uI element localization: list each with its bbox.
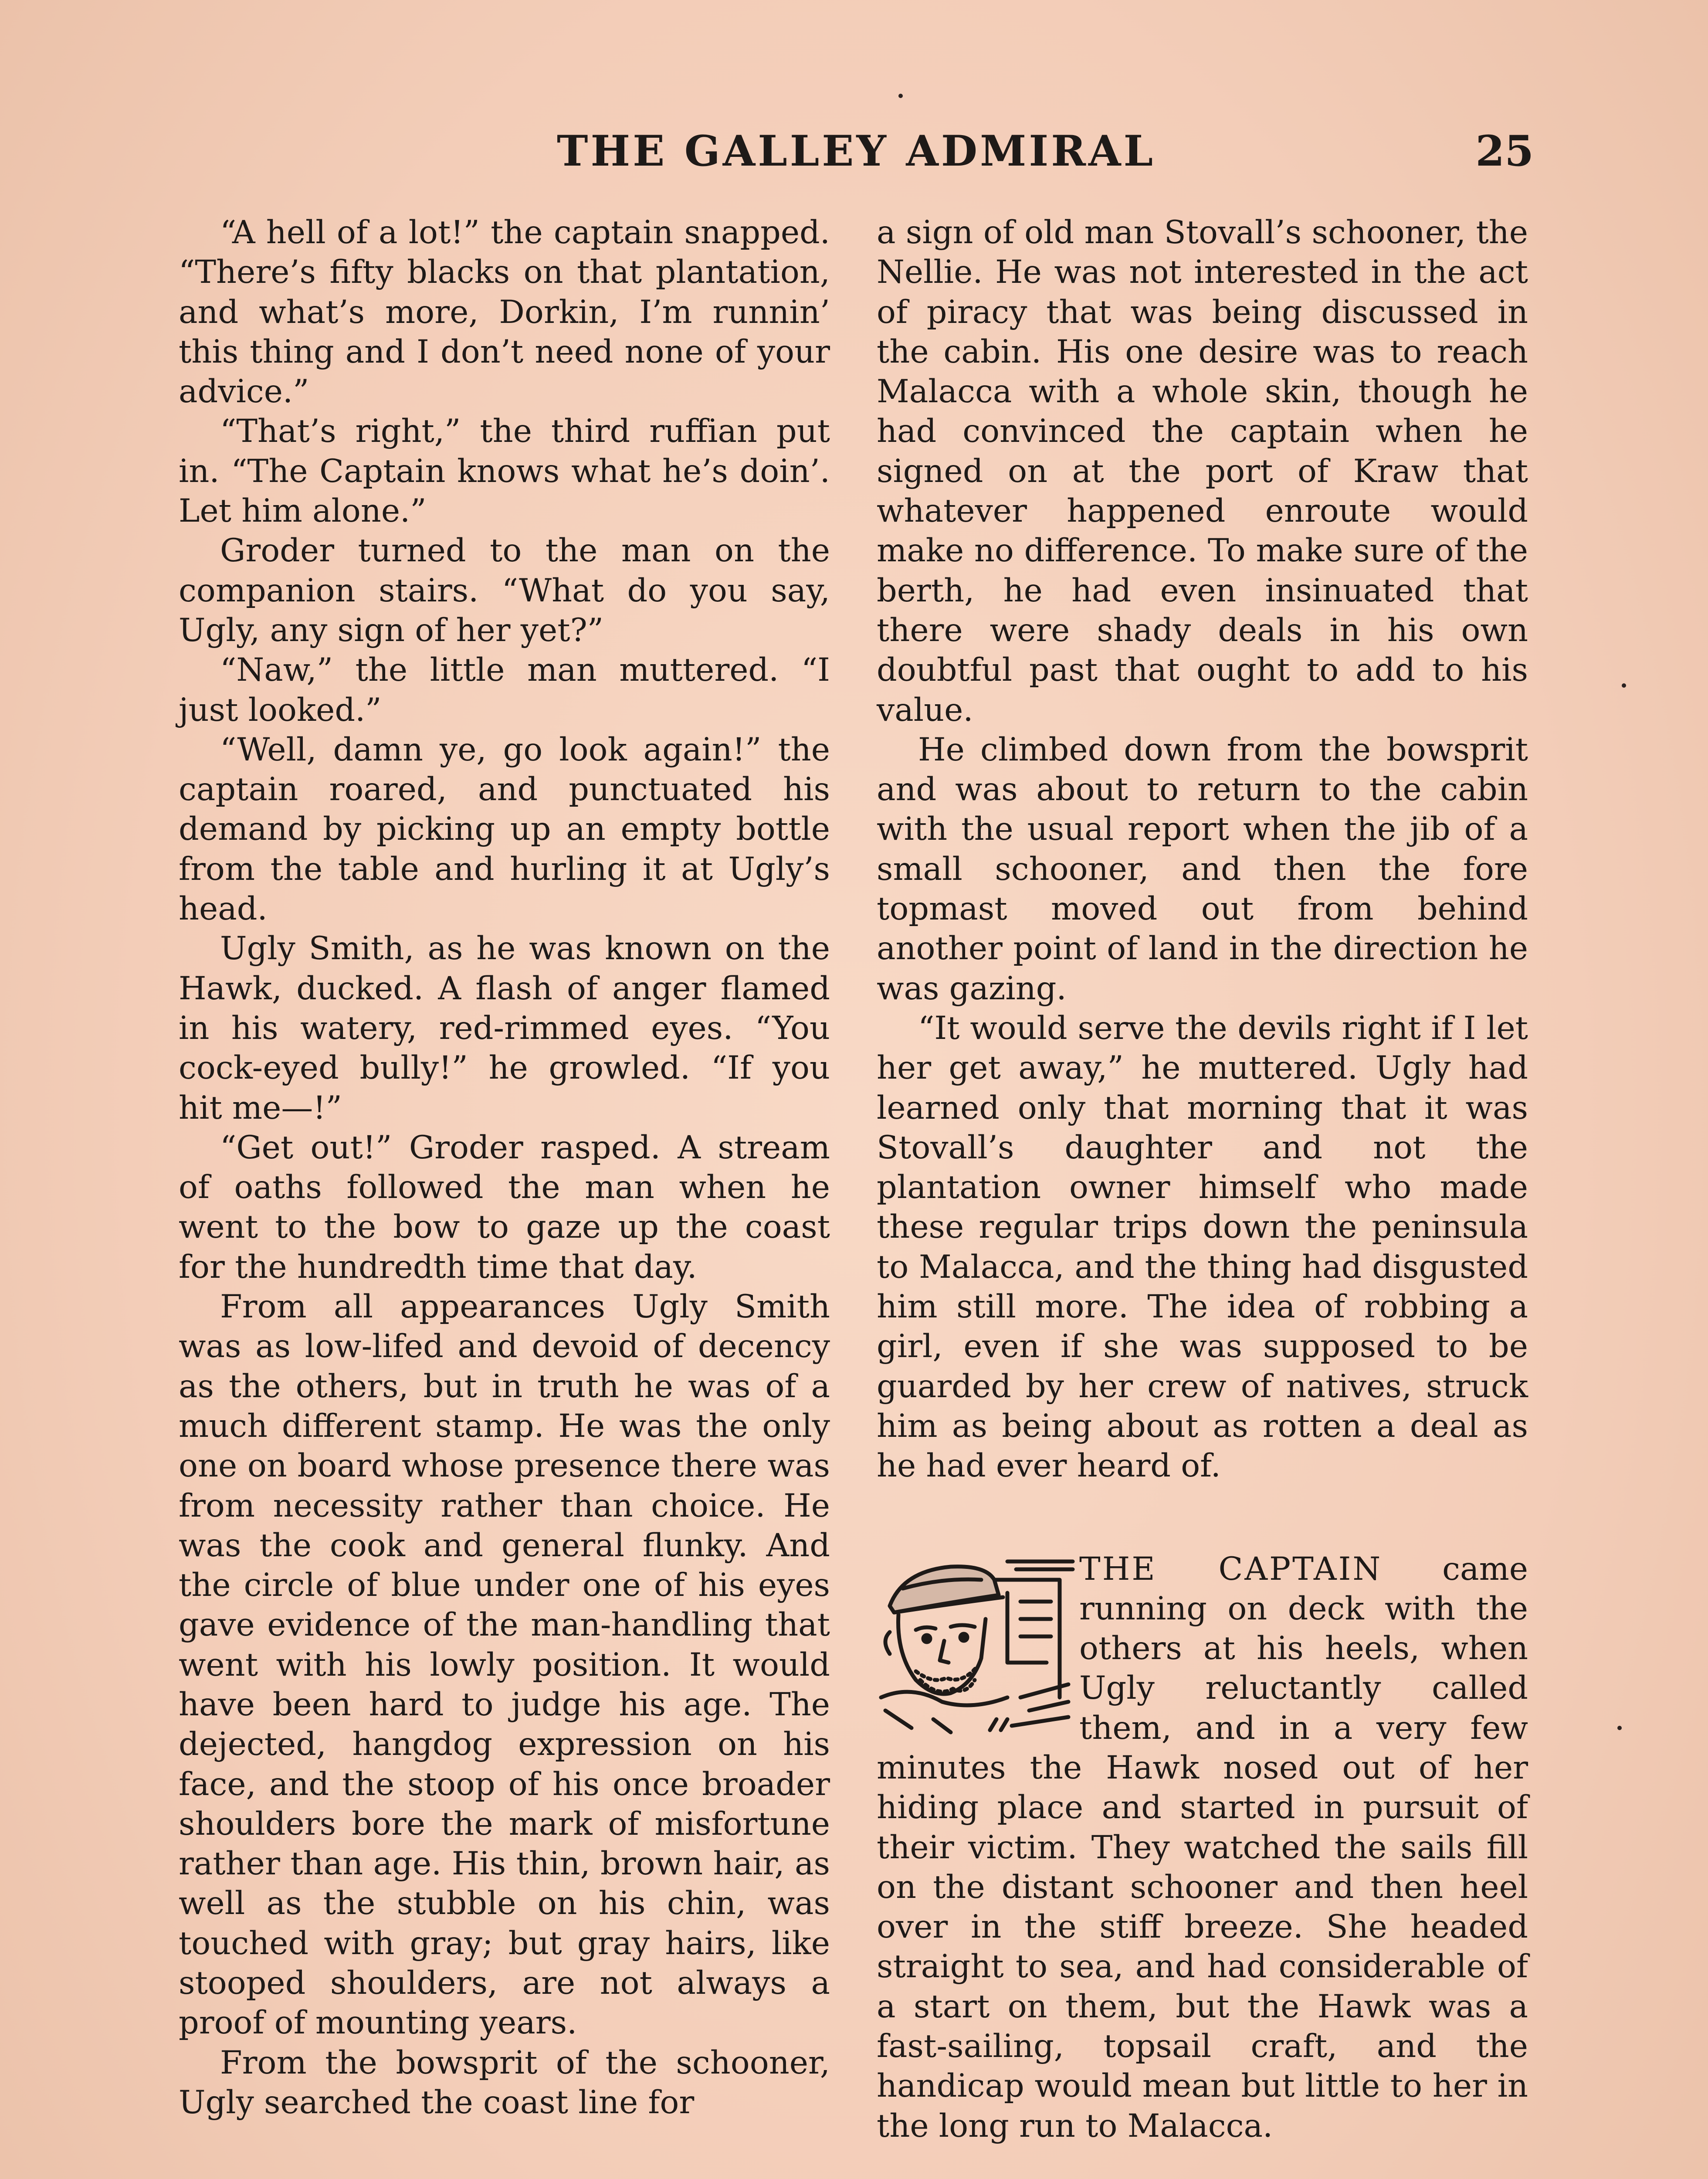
section-opening-paragraph xyxy=(877,1549,1528,2146)
paragraph: “A hell of a lot!” the captain snapped. “There’s fifty blacks on that plantation, and what’s more, Dorkin, I’m runnin’ this thing and I don’t need none of your advice.” xyxy=(179,214,830,411)
left-column xyxy=(179,213,830,2122)
sailor-sketch-icon xyxy=(877,1554,1075,1737)
page-header xyxy=(179,126,1534,187)
section-lead-caps: THE CAPTAIN xyxy=(1079,1550,1383,1588)
running-title: THE GALLEY ADMIRAL xyxy=(557,126,1156,176)
page-number: 25 xyxy=(1475,126,1534,176)
ink-speck xyxy=(1617,1726,1622,1730)
sailor-illustration xyxy=(877,1554,1075,1737)
ink-speck xyxy=(898,94,903,98)
paragraph: Groder turned to the man on the companion stairs. “What do you say, Ugly, any sign of her yet?” xyxy=(179,532,830,649)
paragraph: “That’s right,” the third ruffian put in. “The Captain knows what he’s doin’. Let him alone.” xyxy=(179,413,830,530)
section-text: came running on deck with the others at his heels, when Ugly reluctantly called them, and in a very few minutes the Hawk nosed out of her hiding place and started in pursuit of their victim. They watched the sails fill on the distant schooner and then heel over in the stiff breeze. She headed straight to sea, and had considerable of a start on them, but the Hawk was a fast-sailing, topsail craft, and the handicap would mean but little to her in the long run to Malacca. xyxy=(877,1550,1528,2145)
paragraph: From all appearances Ugly Smith was as low-lifed and devoid of decency as the others, but in truth he was of a much different stamp. He was the only one on board whose presence there was from necessity rather than choice. He was the cook and general flunky. And the circle of blue under one of his eyes gave evidence of the man-handling that went with his lowly position. It would have been hard to judge his age. The dejected, hangdog expression on his face, and the stoop of his once broader shoulders bore the mark of misfortune rather than age. His thin, brown hair, as well as the stubble on his chin, was touched with gray; but gray hairs, like stooped shoulders, are not always a proof of mounting years. xyxy=(179,1288,830,2042)
paragraph: Ugly Smith, as he was known on the Hawk, ducked. A flash of anger flamed in his watery, red-rimmed eyes. “You cock-eyed bully!” he growled. “If you hit me—!” xyxy=(179,930,830,1127)
paragraph: “Well, damn ye, go look again!” the captain roared, and punctuated his demand by picking up an empty bottle from the table and hurling it at Ugly’s head. xyxy=(179,731,830,928)
paragraph: He climbed down from the bowsprit and was about to return to the cabin with the usual report when the jib of a small schooner, and then the fore topmast moved out from behind another point of land in the direction he was gazing. xyxy=(877,731,1528,1007)
paragraph-continued: a sign of old man Stovall’s schooner, the Nellie. He was not interested in the act of piracy that was being discussed in the cabin. His one desire was to reach Malacca with a whole skin, though he had convinced the captain when he signed on at the port of Kraw that whatever happened enroute would make no difference. To make sure of the berth, he had even insinuated that there were shady deals in his own doubtful past that ought to add to his value. xyxy=(877,214,1528,729)
right-column xyxy=(877,213,1528,2146)
section-break xyxy=(877,1486,1528,1549)
paragraph: “Naw,” the little man muttered. “I just looked.” xyxy=(179,652,830,729)
paragraph: From the bowsprit of the schooner, Ugly searched the coast line for xyxy=(179,2044,830,2121)
ink-speck xyxy=(1622,683,1626,688)
paragraph: “It would serve the devils right if I let her get away,” he muttered. Ugly had learned only that morning that it was Stovall’s daughter and not the plantation owner himself who made these regular trips down the peninsula to Malacca, and the thing had disgusted him still more. The idea of robbing a girl, even if she was supposed to be guarded by her crew of natives, struck him as being about as rotten a deal as he had ever heard of. xyxy=(877,1009,1528,1485)
paragraph: “Get out!” Groder rasped. A stream of oaths followed the man when he went to the bow to gaze up the coast for the hundredth time that day. xyxy=(179,1129,830,1286)
